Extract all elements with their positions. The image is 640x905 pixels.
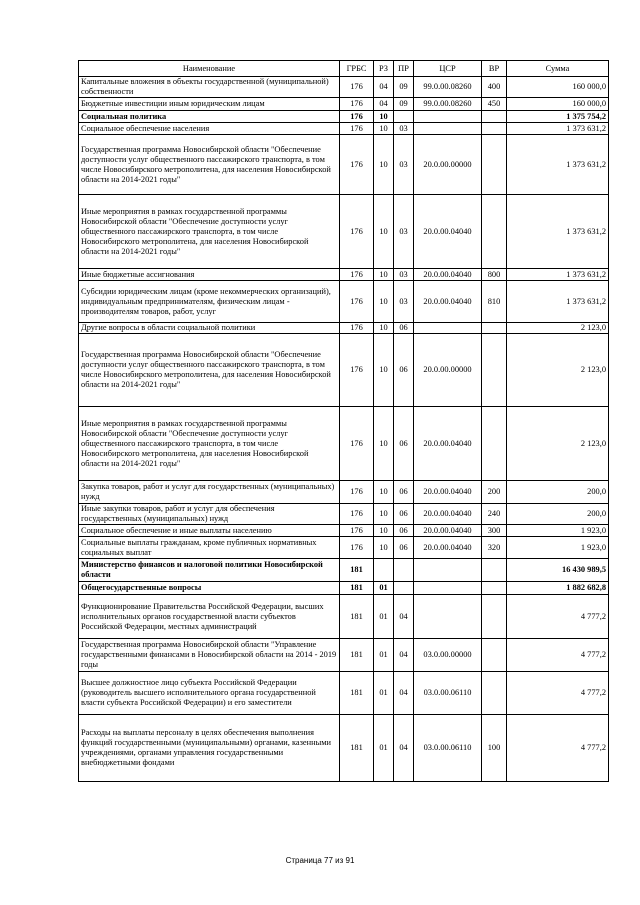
cell-rz: 10 xyxy=(374,407,394,481)
cell-grbs: 176 xyxy=(340,195,374,269)
cell-sum: 160 000,0 xyxy=(507,98,609,111)
cell-pr: 06 xyxy=(394,537,414,559)
cell-pr: 03 xyxy=(394,281,414,323)
cell-csr: 20.0.00.04040 xyxy=(414,195,482,269)
cell-name: Государственная программа Новосибирской области "Обеспечение доступности услуг общественного пассажирского транспорта, в том числе Новосибирского метрополитена, для населения Новосибирской области на 2014-2021 годы" xyxy=(79,135,340,195)
cell-sum: 1 373 631,2 xyxy=(507,135,609,195)
cell-vr: 240 xyxy=(482,504,507,525)
cell-name: Социальное обеспечение и иные выплаты населению xyxy=(79,525,340,537)
cell-vr: 800 xyxy=(482,269,507,281)
cell-grbs: 176 xyxy=(340,269,374,281)
cell-vr: 810 xyxy=(482,281,507,323)
cell-sum: 2 123,0 xyxy=(507,407,609,481)
table-row xyxy=(79,123,609,135)
table-row xyxy=(79,582,609,595)
cell-grbs: 176 xyxy=(340,481,374,504)
table-row xyxy=(79,281,609,323)
cell-pr: 06 xyxy=(394,334,414,407)
table-row xyxy=(79,537,609,559)
cell-name: Субсидии юридическим лицам (кроме некоммерческих организаций), индивидуальным предпринимателям, физическим лицам - производителям товаров, работ, услуг xyxy=(79,281,340,323)
cell-grbs: 181 xyxy=(340,639,374,672)
cell-sum: 4 777,2 xyxy=(507,715,609,782)
cell-pr: 04 xyxy=(394,672,414,715)
cell-sum: 1 923,0 xyxy=(507,525,609,537)
cell-csr xyxy=(414,595,482,639)
cell-name: Закупка товаров, работ и услуг для государственных (муниципальных) нужд xyxy=(79,481,340,504)
cell-pr: 06 xyxy=(394,481,414,504)
header-csr: ЦСР xyxy=(414,61,482,77)
cell-name: Другие вопросы в области социальной политики xyxy=(79,323,340,334)
cell-pr: 06 xyxy=(394,407,414,481)
cell-sum: 160 000,0 xyxy=(507,77,609,98)
cell-grbs: 176 xyxy=(340,323,374,334)
cell-rz: 01 xyxy=(374,715,394,782)
table-row xyxy=(79,504,609,525)
table-row xyxy=(79,481,609,504)
cell-csr: 03.0.00.06110 xyxy=(414,715,482,782)
cell-pr: 03 xyxy=(394,269,414,281)
cell-grbs: 181 xyxy=(340,715,374,782)
budget-table xyxy=(78,60,609,782)
cell-csr xyxy=(414,111,482,123)
cell-pr: 04 xyxy=(394,639,414,672)
cell-grbs: 176 xyxy=(340,334,374,407)
cell-pr: 03 xyxy=(394,135,414,195)
cell-rz: 10 xyxy=(374,123,394,135)
cell-csr: 20.0.00.04040 xyxy=(414,407,482,481)
cell-rz: 01 xyxy=(374,595,394,639)
table-row xyxy=(79,269,609,281)
cell-grbs: 181 xyxy=(340,595,374,639)
table-row xyxy=(79,195,609,269)
cell-rz: 10 xyxy=(374,135,394,195)
cell-csr: 99.0.00.08260 xyxy=(414,77,482,98)
cell-grbs: 176 xyxy=(340,504,374,525)
cell-rz: 10 xyxy=(374,195,394,269)
table-row xyxy=(79,672,609,715)
cell-pr: 03 xyxy=(394,195,414,269)
cell-vr xyxy=(482,195,507,269)
table-row xyxy=(79,111,609,123)
cell-grbs: 176 xyxy=(340,525,374,537)
cell-name: Общегосударственные вопросы xyxy=(79,582,340,595)
cell-csr: 20.0.00.04040 xyxy=(414,504,482,525)
table-row xyxy=(79,334,609,407)
cell-sum: 4 777,2 xyxy=(507,639,609,672)
cell-rz: 01 xyxy=(374,639,394,672)
cell-sum: 1 373 631,2 xyxy=(507,269,609,281)
table-row xyxy=(79,323,609,334)
cell-vr xyxy=(482,323,507,334)
table-row xyxy=(79,595,609,639)
cell-csr: 20.0.00.04040 xyxy=(414,281,482,323)
header-rz: РЗ xyxy=(374,61,394,77)
cell-vr: 300 xyxy=(482,525,507,537)
cell-vr: 400 xyxy=(482,77,507,98)
cell-csr: 20.0.00.04040 xyxy=(414,481,482,504)
table-row xyxy=(79,98,609,111)
cell-csr: 20.0.00.00000 xyxy=(414,334,482,407)
table-row xyxy=(79,639,609,672)
cell-sum: 4 777,2 xyxy=(507,672,609,715)
cell-name: Бюджетные инвестиции иным юридическим лицам xyxy=(79,98,340,111)
cell-pr: 06 xyxy=(394,323,414,334)
cell-grbs: 176 xyxy=(340,135,374,195)
table-header-row xyxy=(79,61,609,77)
cell-vr xyxy=(482,135,507,195)
cell-name: Иные закупки товаров, работ и услуг для обеспечения государственных (муниципальных) нужд xyxy=(79,504,340,525)
cell-vr: 320 xyxy=(482,537,507,559)
cell-rz: 01 xyxy=(374,672,394,715)
header-pr: ПР xyxy=(394,61,414,77)
cell-grbs: 176 xyxy=(340,537,374,559)
table-row xyxy=(79,715,609,782)
cell-pr xyxy=(394,582,414,595)
table-row xyxy=(79,525,609,537)
cell-name: Социальное обеспечение населения xyxy=(79,123,340,135)
cell-name: Социальные выплаты гражданам, кроме публичных нормативных социальных выплат xyxy=(79,537,340,559)
cell-vr xyxy=(482,672,507,715)
cell-sum: 2 123,0 xyxy=(507,334,609,407)
cell-name: Социальная политика xyxy=(79,111,340,123)
cell-grbs: 176 xyxy=(340,77,374,98)
cell-name: Государственная программа Новосибирской области "Управление государственными финансами в Новосибирской области на 2014 - 2019 годы xyxy=(79,639,340,672)
page-number: Страница 77 из 91 xyxy=(285,856,355,865)
cell-rz: 10 xyxy=(374,269,394,281)
cell-pr: 03 xyxy=(394,123,414,135)
cell-csr xyxy=(414,323,482,334)
cell-grbs: 176 xyxy=(340,98,374,111)
cell-csr xyxy=(414,582,482,595)
cell-sum: 16 430 989,5 xyxy=(507,559,609,582)
cell-sum: 1 923,0 xyxy=(507,537,609,559)
cell-name: Высшее должностное лицо субъекта Российской Федерации (руководитель высшего исполнительного органа государственной власти субъекта Российской Федерации) и его заместители xyxy=(79,672,340,715)
cell-pr: 06 xyxy=(394,504,414,525)
cell-vr xyxy=(482,334,507,407)
cell-vr: 450 xyxy=(482,98,507,111)
cell-vr xyxy=(482,407,507,481)
cell-rz: 10 xyxy=(374,504,394,525)
cell-name: Иные бюджетные ассигнования xyxy=(79,269,340,281)
header-grbs: ГРБС xyxy=(340,61,374,77)
cell-rz: 10 xyxy=(374,481,394,504)
table-row xyxy=(79,559,609,582)
cell-sum: 1 373 631,2 xyxy=(507,281,609,323)
cell-csr: 03.0.00.00000 xyxy=(414,639,482,672)
cell-grbs: 176 xyxy=(340,407,374,481)
cell-pr: 06 xyxy=(394,525,414,537)
cell-rz: 10 xyxy=(374,537,394,559)
cell-csr: 03.0.00.06110 xyxy=(414,672,482,715)
cell-name: Государственная программа Новосибирской области "Обеспечение доступности услуг общественного пассажирского транспорта, в том числе Новосибирского метрополитена, для населения Новосибирской области на 2014-2021 годы" xyxy=(79,334,340,407)
cell-csr: 20.0.00.00000 xyxy=(414,135,482,195)
cell-csr xyxy=(414,123,482,135)
cell-vr: 200 xyxy=(482,481,507,504)
cell-pr xyxy=(394,111,414,123)
cell-name: Расходы на выплаты персоналу в целях обеспечения выполнения функций государственными (муниципальными) органами, казенными учреждениями, органами управления государственными внебюджетными фондами xyxy=(79,715,340,782)
cell-rz: 10 xyxy=(374,323,394,334)
cell-sum: 2 123,0 xyxy=(507,323,609,334)
cell-rz: 10 xyxy=(374,111,394,123)
cell-grbs: 181 xyxy=(340,672,374,715)
cell-vr xyxy=(482,111,507,123)
cell-vr xyxy=(482,559,507,582)
cell-rz: 10 xyxy=(374,334,394,407)
cell-grbs: 176 xyxy=(340,111,374,123)
header-sum: Сумма xyxy=(507,61,609,77)
cell-pr xyxy=(394,559,414,582)
header-vr: ВР xyxy=(482,61,507,77)
cell-pr: 04 xyxy=(394,595,414,639)
cell-rz xyxy=(374,559,394,582)
cell-pr: 04 xyxy=(394,715,414,782)
cell-grbs: 181 xyxy=(340,582,374,595)
table-row xyxy=(79,77,609,98)
cell-csr: 20.0.00.04040 xyxy=(414,525,482,537)
cell-sum: 1 375 754,2 xyxy=(507,111,609,123)
cell-rz: 10 xyxy=(374,525,394,537)
cell-grbs: 181 xyxy=(340,559,374,582)
table-row xyxy=(79,407,609,481)
cell-rz: 04 xyxy=(374,77,394,98)
cell-csr: 20.0.00.04040 xyxy=(414,269,482,281)
cell-rz: 01 xyxy=(374,582,394,595)
cell-vr xyxy=(482,639,507,672)
cell-csr xyxy=(414,559,482,582)
table-row xyxy=(79,135,609,195)
cell-sum: 1 373 631,2 xyxy=(507,123,609,135)
cell-rz: 04 xyxy=(374,98,394,111)
cell-pr: 09 xyxy=(394,77,414,98)
cell-name: Министерство финансов и налоговой политики Новосибирской области xyxy=(79,559,340,582)
cell-name: Иные мероприятия в рамках государственной программы Новосибирской области "Обеспечение доступности услуг общественного пассажирского транспорта, в том числе Новосибирского метрополитена, для населения Новосибирской области на 2014-2021 годы" xyxy=(79,407,340,481)
cell-csr: 20.0.00.04040 xyxy=(414,537,482,559)
cell-vr xyxy=(482,123,507,135)
cell-vr xyxy=(482,582,507,595)
cell-sum: 200,0 xyxy=(507,481,609,504)
cell-vr xyxy=(482,595,507,639)
header-name: Наименование xyxy=(79,61,340,77)
cell-sum: 1 882 682,8 xyxy=(507,582,609,595)
table-body xyxy=(79,77,609,782)
cell-sum: 200,0 xyxy=(507,504,609,525)
cell-sum: 4 777,2 xyxy=(507,595,609,639)
cell-pr: 09 xyxy=(394,98,414,111)
cell-rz: 10 xyxy=(374,281,394,323)
cell-csr: 99.0.00.08260 xyxy=(414,98,482,111)
cell-grbs: 176 xyxy=(340,281,374,323)
cell-name: Иные мероприятия в рамках государственной программы Новосибирской области "Обеспечение доступности услуг общественного пассажирского транспорта, в том числе Новосибирского метрополитена, для населения Новосибирской области на 2014-2021 годы" xyxy=(79,195,340,269)
cell-name: Функционирование Правительства Российской Федерации, высших исполнительных органов государственной власти субъектов Российской Федерации, местных администраций xyxy=(79,595,340,639)
cell-vr: 100 xyxy=(482,715,507,782)
cell-sum: 1 373 631,2 xyxy=(507,195,609,269)
cell-name: Капитальные вложения в объекты государственной (муниципальной) собственности xyxy=(79,77,340,98)
cell-grbs: 176 xyxy=(340,123,374,135)
